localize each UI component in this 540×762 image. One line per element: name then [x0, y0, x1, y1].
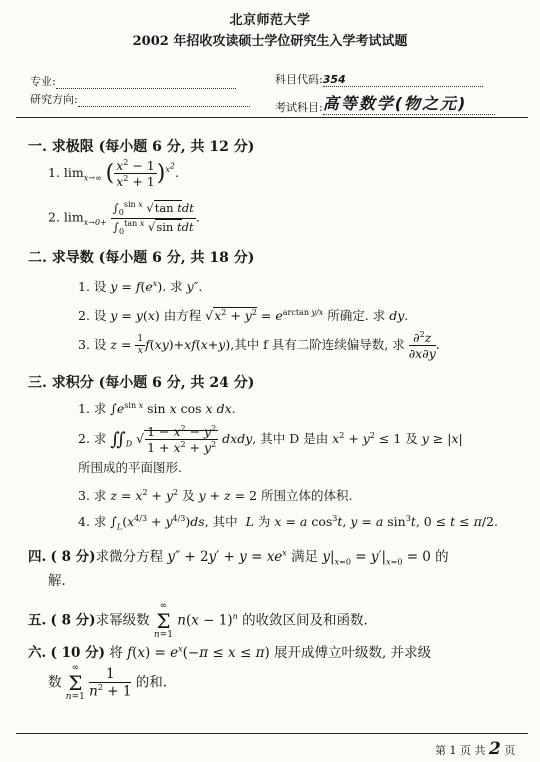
section-6: 六. ( 10 分) 将 $f(x) = e^x(-\pi \le x \le \pi)$ 展开成傅立叶级数, 并求级: [28, 644, 432, 661]
s4-text: 求微分方程: [95, 549, 164, 565]
subject-code-field: [275, 71, 483, 87]
s4-text-2: 满足: [291, 549, 319, 565]
page-total: 2: [489, 739, 501, 759]
s2-question-1: 1. 设 $y = f(e^x)$. 求 y″.: [78, 278, 203, 294]
s6-points: ( 10 分): [50, 645, 105, 661]
section-3-title: 三. 求积分 (每小题 6 分, 共 24 分): [28, 375, 255, 391]
s4-cont: 解.: [48, 573, 66, 589]
top-rule: [16, 117, 528, 118]
s4-number: 四.: [28, 549, 47, 565]
s6-number: 六.: [28, 645, 47, 661]
s4-points: ( 8 分): [50, 549, 96, 565]
s6-cont: 数: [48, 674, 62, 691]
s3-q4-mid: , 其中: [204, 514, 238, 529]
s5-tail: 的收敛区间及和函数.: [242, 612, 368, 629]
s3-q2-tail: , 其中 D 是由: [252, 431, 329, 447]
section-1-title: 一. 求极限 (每小题 6 分, 共 12 分): [28, 139, 255, 155]
s5-points: ( 8 分): [50, 612, 96, 629]
subject-code-label: 科目代码:: [275, 73, 323, 86]
university-name: 北京师范大学: [229, 13, 311, 28]
s2-q2-tail: 所确定. 求: [327, 308, 386, 323]
s2-question-3: 3. 设 z = $\frac{1}{x}$ f(xy)+xf(x+y),其中 f 具有二阶连续偏导数, 求 $\frac{\partial^2z}{\partial x\partial y}$ .: [78, 330, 440, 362]
subject-name-value: 高等数学(物之元): [322, 94, 468, 113]
s2-q2-text: 由方程: [163, 308, 202, 323]
page-suffix: 页: [504, 744, 516, 757]
s6-text: 将: [109, 645, 123, 661]
section-5: 五. ( 8 分)求幂级数 ∞ Σ n=1 $n(x - 1)^n$ 的收敛区间及和函数.: [28, 601, 368, 640]
section-6-cont: 数 ∞ Σ n=1 $\frac{1}{n^2 + 1}$ 的和.: [48, 663, 168, 702]
s3-question-2-cont: 所围成的平面图形.: [78, 460, 182, 475]
bottom-rule: [16, 733, 528, 734]
s3-question-1: 1. 求 $\int e^{sin x}$ sin x cos x dx.: [78, 400, 236, 416]
s5-number: 五.: [28, 612, 47, 629]
subject-code-value: 354: [322, 73, 346, 86]
s1-question-2: 2. $\lim_{x\to 0+}$ $\frac{\int_0^{sin x} √\tan tdt}{\int_0^{tan x} √\sin tdt}$ .: [48, 200, 200, 236]
direction-field: [30, 91, 250, 107]
s3-question-2: 2. 求 $∬_D$ √ $\frac{1 - x^2 - y^2}{1 + x^2 + y^2}$ dxdy, 其中 D 是由 $x^2 + y^2 \le 1$ 及 y ≥ |x|: [78, 424, 463, 456]
s1-question-1: 1. $\lim_{x\to\infty}$ ( $\frac{x^2 - 1}{x^2 + 1}$ )$^{x^2}$.: [48, 158, 179, 190]
s3-q4-tail: 为: [257, 514, 271, 529]
subject-name-label: 考试科目:: [275, 101, 323, 114]
s2-question-2: 2. 设 y = y(x) 由方程 $√x^2 + y^2 = e^{arctan y/x}$ 所确定. 求 dy.: [78, 307, 409, 323]
s5-text: 求幂级数: [95, 612, 150, 629]
section-4: 四. ( 8 分)求微分方程 $y'' + 2y' + y = xe^x$ 满足 $y|_{x=0} = y'|_{x=0} = 0$ 的: [28, 548, 449, 567]
s3-question-3: 3. 求 $z = x^2 + y^2$ 及 y + z = 2 所围立体的体积.: [78, 487, 353, 503]
s3-question-4: 4. 求 $\int_L(x^{4/3} + y^{4/3})ds$, 其中 L 为 x = a $\cos^3t$, y = a $\sin^3t$, 0 ≤ t ≤ π/2.: [78, 513, 498, 532]
direction-label: 研究方向:: [30, 93, 78, 106]
page-footer: [435, 739, 515, 759]
exam-title: 2002 年招收攻读硕士学位研究生入学考试试题: [132, 34, 408, 49]
section-2-title: 二. 求导数 (每小题 6 分, 共 18 分): [28, 250, 255, 266]
s2-q3-mid: ,其中 f 具有二阶连续偏导数, 求: [230, 337, 405, 353]
page-prefix: 第 1 页 共: [435, 744, 486, 757]
s6-text-2: 展开成傅立叶级数, 并求级: [274, 645, 432, 661]
s3-q3-text: 所围立体的体积.: [261, 488, 353, 503]
subject-name-field: [275, 91, 495, 115]
s6-tail: 的和.: [135, 674, 168, 691]
major-label: 专业:: [30, 75, 56, 88]
major-field: [30, 73, 236, 89]
